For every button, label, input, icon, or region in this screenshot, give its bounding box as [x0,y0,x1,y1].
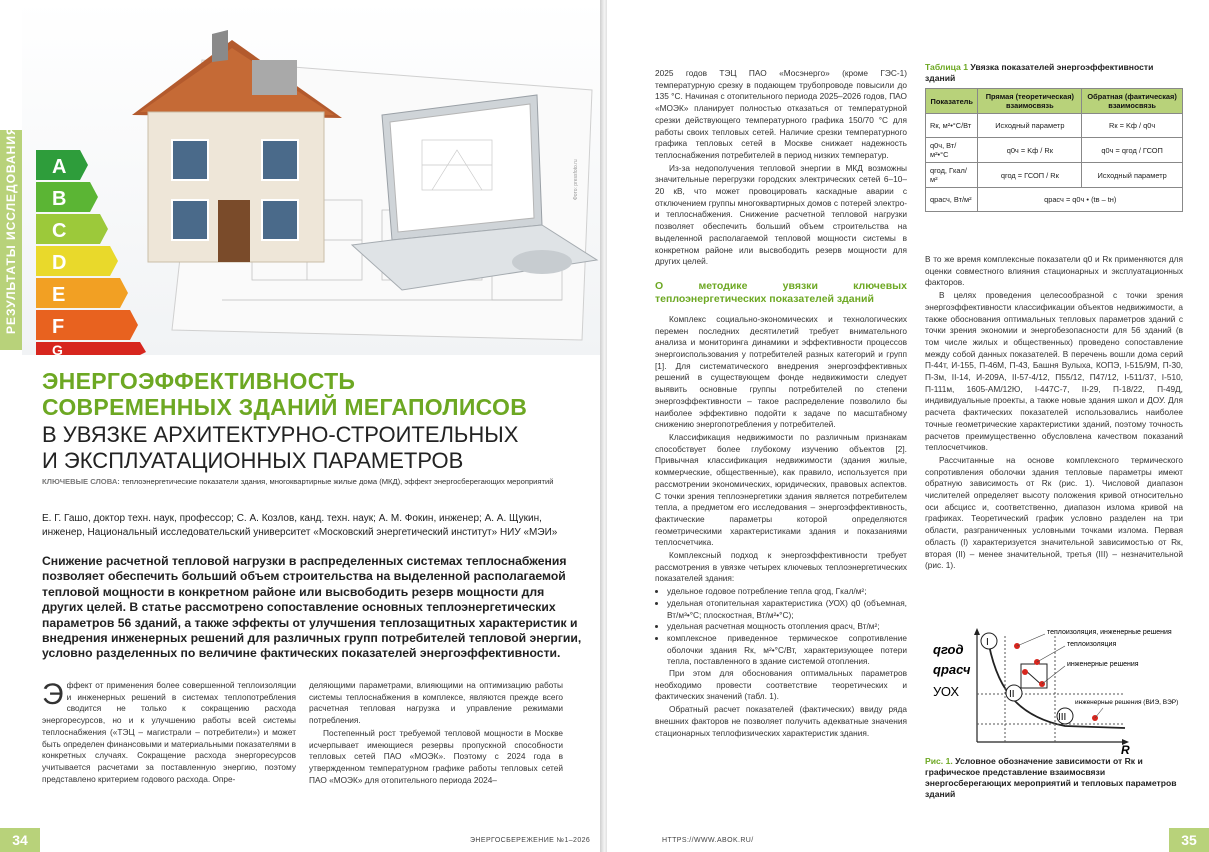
annotation-2: теплоизоляция [1067,641,1117,648]
table-cell: qгод = ГСОП / Rк [978,163,1082,188]
list-item: • удельная расчетная мощность отопления qрасч, Вт/м²; [667,621,907,633]
title-line-1: ЭНЕРГОЭФФЕКТИВНОСТЬ [42,368,356,394]
photo-credit: Фото: pressfoto.ru [573,159,579,200]
footer-left: ЭНЕРГОСБЕРЕЖЕНИЕ №1–2026 [470,837,591,844]
article-title-dark [42,422,582,474]
table-caption-label: Таблица 1 [925,62,968,72]
y-label-3: УОХ [933,684,960,699]
list-item: • удельная отопительная характеристика (УОХ) q0 (объемная, Вт/м³•°С; плоскостная, Вт/м²•°С); [667,598,907,621]
figure-1-graph [925,626,1183,754]
right-col1-p2: Комплекс социально-экономических и технологических перемен последних десятилетий требует внимательного анализа и мониторинга динамики и эффективности процессов энергоиспользования у потребителей разных категорий и групп [1]. Для систематического внедрения энергоэффективных решений в существующем фонде недвижимости следует выявить основные группы потребителей по степени энергоэффективности – такое распределение позволило бы наиболее эффективно подойти к задаче по масштабному снижению энергопотребления у потребителей. [655,313,907,430]
table-cell: Исходный параметр [978,114,1082,138]
table-cell: q0ч = Kф / Rк [978,138,1082,163]
table-cell: qрасч = q0ч • (tв – tн) [978,188,1183,212]
table-1 [925,62,1183,212]
table-caption [925,62,1183,84]
region-label-1: I [986,637,989,648]
title-line-4: И ЭКСПЛУАТАЦИОННЫХ ПАРАМЕТРОВ [42,448,464,473]
left-column-2 [309,680,563,810]
section-title: О методике увязки ключевых теплоэнергетических показателей зданий [655,279,907,305]
figure-caption [925,756,1183,800]
abstract: Снижение расчетной тепловой нагрузки в распределенных системах теплоснабжения позволяет обеспечить больший объем строительства на выделенной располагаемой тепловой мощности в конкретном районе или высвободить резерв мощности для других целей. В статье рассмотрено сопоставление основных теплоэнергетических параметров 56 зданий, а также эффекты от улучшения теплозащитных характеристик и внедрения инженерных решений для различных групп потребителей тепловой энергии, условно разделенных по величине фактических показателей энергоэффективности. [42,554,582,661]
marker [1022,669,1028,675]
table-cell: q0ч, Вт/м²•°С [926,138,978,163]
right-col1-p4: Комплексный подход к энергоэффективности требует рассмотрения в увязке четырех ключевых теплоэнергетических показателей здания: [655,550,907,584]
list-item: • удельное годовое потребление тепла qгод, Гкал/м²; [667,586,907,598]
authors: Е. Г. Гашо, доктор техн. наук, профессор; С. А. Козлов, канд. техн. наук; А. М. Фокин, инженер; А. А. Щукин, инженер, Национальный исследовательский университет «Московский энергетический институт» НИУ «МЭИ» [42,513,558,538]
annotation-4: инженерные решения (ВИЭ, ВЭР) [1075,699,1179,706]
energy-class-g: G [52,342,63,355]
keywords [42,477,582,486]
keywords-text: теплоэнергетические показатели здания, многоквартирные жилые дома (МКД), эффект энергосберегающих мероприятий [121,477,554,486]
region-label-2: II [1009,689,1015,700]
table-cell: q0ч = qгод / ГСОП [1082,138,1183,163]
table-cell: Rк, м²•°С/Вт [926,114,978,138]
key-indicators-list [655,586,907,668]
right-col2-p1: В то же время комплексные показатели q0 и Rк применяются для оценки совместного влияния стационарных и эксплуатационных факторов. [925,254,1183,288]
figure-caption-label: Рис. 1. [925,756,953,766]
table-row [926,163,1183,188]
y-label-2: qрасч [933,662,971,677]
table-cell: Исходный параметр [1082,163,1183,188]
right-col1-p1: Из-за недополучения тепловой энергии в МКД возможны значительные перегрузки городских электрических сетей 6–10–20 кВ, что может провоцировать каскадные аварии с отключением группы многоквартирных домов с потерей электро- и теплоснабжения. Снижение расчетной тепловой нагрузки позволяет обеспечить больший объем строительства на выделенной располагаемой тепловой мощности системы в конкретном районе или высвободить резерв мощности для других целей. [655,162,907,267]
sidebar-label: РЕЗУЛЬТАТЫ ИССЛЕДОВАНИЯ [4,125,18,334]
energy-class-c: C [52,220,67,242]
title-line-2: СОВРЕМЕННЫХ ЗДАНИЙ МЕГАПОЛИСОВ [42,394,528,420]
table-header: Обратная (фактическая) взаимосвязь [1082,89,1183,114]
title-line-3: В УВЯЗКЕ АРХИТЕКТУРНО-СТРОИТЕЛЬНЫХ [42,422,519,447]
energy-class-b: B [52,188,67,210]
region-label-3: III [1058,712,1067,723]
annotation-3: инженерные решения [1067,661,1139,668]
left-col1-text: ффект от применения более совершенной теплоизоляции и инженерных решений в системах теплопотребления сводится не только к сокращению расхода энергоресурсов, но и к улучшению работы всей системы теплоснабжения («ТЭЦ – магистрали – потребители») и может быть определен финансовыми и материальными показателями в конкретных случаях. Сокращение расхода энергоресурсов учитывается расчетами за поставленную энергию, поэтому представлено критерием годового расхода. Опре- [42,680,296,784]
keywords-label: КЛЮЧЕВЫЕ СЛОВА: [42,477,120,486]
energy-class-a: A [52,156,67,178]
annotation-1: теплоизоляция, инженерные решения [1047,629,1172,636]
energy-class-f: F [52,316,65,338]
right-col1-p5: При этом для обоснования оптимальных параметров необходимо провести соответствие теоретических и фактических значений (табл. 1). [655,668,907,702]
section-sidebar [0,125,22,350]
left-col2-p2: Постепенный рост требуемой тепловой мощности в Москве исчерпывает имеющиеся резервы пропускной способности тепловых сетей ПАО «МОЭК». Поэтому с 2024 года в утвержденном температурном графике работы тепловых сетей ПАО «МОЭК» для отопительного периода 2024– [309,727,563,785]
table-cell: Rк = Kф / q0ч [1082,114,1183,138]
right-page [607,0,1209,852]
right-col2-p3: Рассчитанные на основе комплексного термического сопротивления оболочки здания тепловые параметры имеют обратную зависимость от Rк (рис. 1). Числовой диапазон числителей определяет высоту положения кривой относительно оси абсцисс и, соответственно, диапазон излома кривой на графиках. Теоретический график условно разделен на три области, разграниченных условными точками излома. Первая область (I) характеризуется значительной зависимостью от Rк, вторая (II) – менее значительной, третья (III) – незначительной (рис. 1). [925,454,1183,571]
table-caption-text: Увязка показателей энергоэффективности зданий [925,62,1154,83]
list-item: • комплексное приведенное термическое сопротивление оболочки здания Rк, м²•°С/Вт, характеризующее потери тепла, поставленного в здание системой отопления. [667,633,907,668]
x-label: R [1121,743,1130,754]
right-col2-p2: В целях проведения целесообразной с точки зрения энергоэффективности классификации объектов недвижимости, а также обоснования оптимальных тепловых параметров зданий с точки зрения экономии и энергобезопасности для 56 зданий (в том числе жилых и общественных) проведено сопоставление между собой данных показателей. В перечень вошли дома серий П-44т, И-155, П-46М, П-43, Башня Вулыха, КОПЭ, I-515/9М, П-30, П-3м, II-14, И-209А, II-57-4/12, П55/12, П47/12, I-511/37, I-510, П-111м, 1605-АМ/12Ю, I-447С-7, II-29, П-18/22, П-49Д, индивидуальные проекты, а также новые здания школ и ДОУ. Для расчета фактических показателей использовались наиболее точные геометрические характеристики зданий, поэтому точность расчетов преимущественно обусловлена качеством показаний теплосчетчиков. [925,290,1183,453]
hero-illustration [22,0,602,355]
right-col1-p6: Обратный расчет показателей (фактических) ввиду ряда внешних факторов не позволяет получить адекватные значения стационарных теплофизических характеристик здания. [655,704,907,738]
dropcap: Э [42,678,64,711]
table-row [926,188,1183,212]
figure-caption-text: Условное обозначение зависимости от Rк и графическое представление взаимосвязи энергосберегающих мероприятий и тепловых параметров зданий [925,756,1177,799]
article-title-green [42,368,582,420]
y-label-1: qгод [933,642,964,657]
right-col1-p0: 2025 годов ТЭЦ ПАО «Мосэнерго» (кроме ГЭС-1) температурную срезку в подающем трубопроводе повысили до 135 °С. Начиная с отопительного периода 2025–2026 годов, ПАО «МОЭК» планирует полностью отказаться от температурной срезки действующего температурного графика 150/70 °С для работы своих тепловых сетей. Наличие срезки температурного графика тепловых сетей в Москве снижает надежность теплоснабжения потребителей в период низких температур. [655,68,907,160]
right-col1-p3: Классификация недвижимости по различным признакам способствует более глубокому изучению объектов [2]. Привычная классификация недвижимости (здания жилые, коммерческие, общественные), как правило, используется при рассмотрении экономических, юридических, правовых аспектов. С точки зрения теплоэнергетики здания является потребителем тепла, а предметом его исследования – энергоэффективность, фактические параметры которой определяются геометрическими характеристиками здания и показаниями теплосчетчика. [655,431,907,548]
page-number-left: 34 [0,828,40,852]
table-header: Показатель [926,89,978,114]
right-column-1 [655,68,907,803]
table-cell: qгод, Гкал/м² [926,163,978,188]
table-cell: qрасч, Вт/м² [926,188,978,212]
page-number-right: 35 [1169,828,1209,852]
table-row [926,114,1183,138]
energy-class-d: D [52,252,67,274]
right-column-2 [925,254,1183,614]
figure-1 [925,626,1183,754]
footer-right: HTTPS://WWW.ABOK.RU/ [662,837,754,844]
energy-class-e: E [52,284,66,306]
table-header: Прямая (теоретическая) взаимосвязь [978,89,1082,114]
house-laptop-illustration [22,0,602,355]
indicators-table [925,88,1183,212]
table-row [926,138,1183,163]
left-page [0,0,602,852]
left-column-1 [42,680,296,810]
dependency-curve [987,634,1125,728]
left-col2-p1: деляющими параметрами, влияющими на оптимизацию работы системы теплоснабжения в комплексе, являются прежде всего расчетная тепловая нагрузка и управление режимами потребления. [309,680,563,726]
